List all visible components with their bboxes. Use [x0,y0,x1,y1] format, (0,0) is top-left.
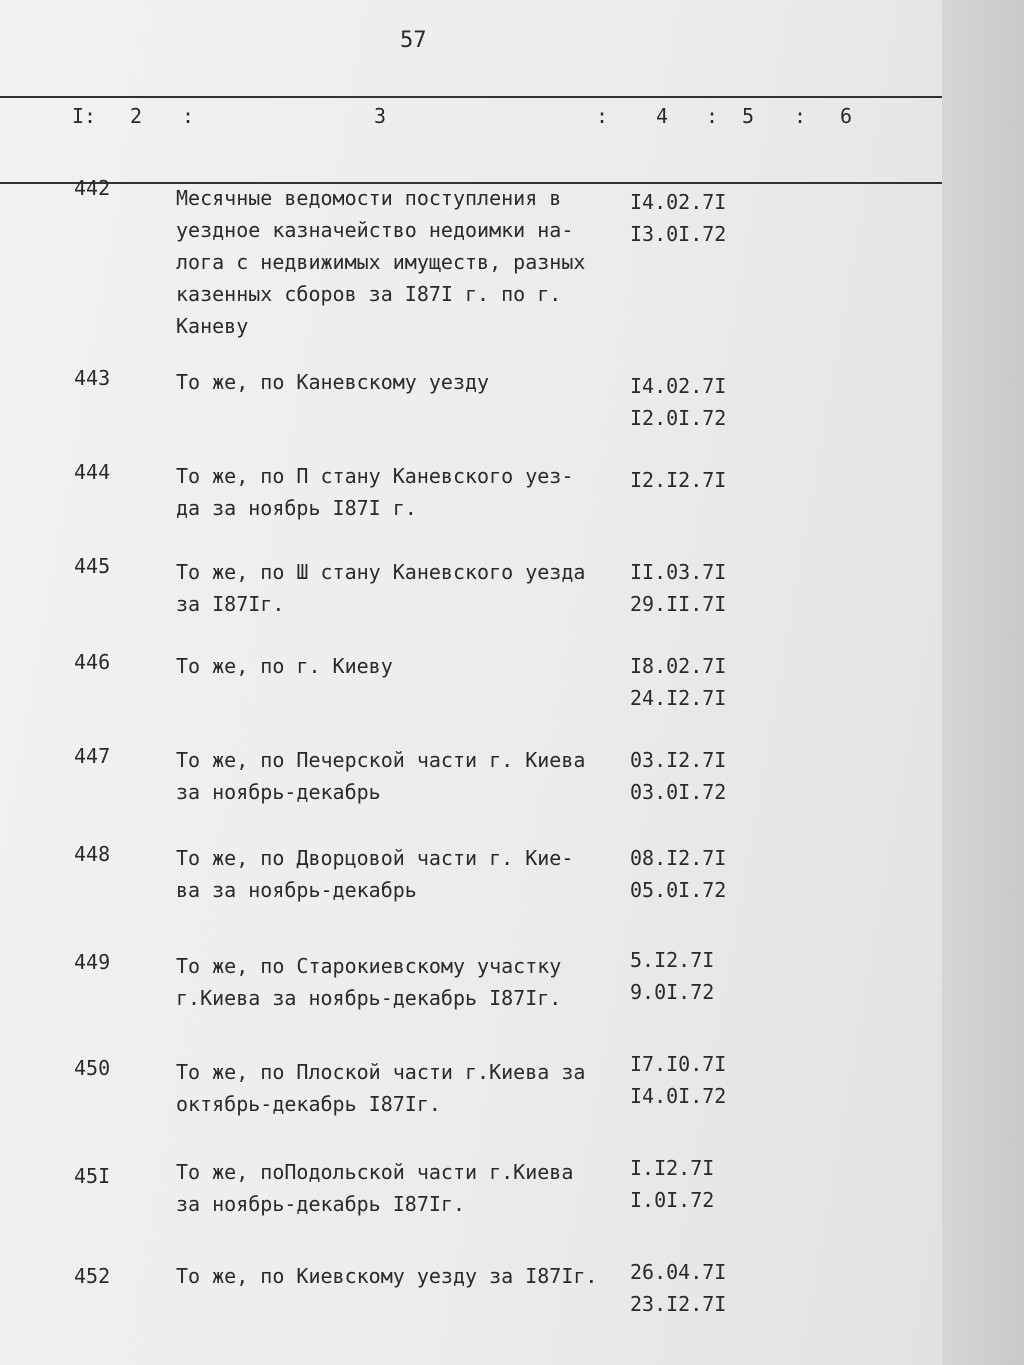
description-line: г.Киева за ноябрь-декабрь I87Iг. [176,986,562,1010]
row-number: 446 [74,650,111,674]
row-number: 447 [74,744,111,768]
description-line: за ноябрь-декабрь I87Iг. [176,1192,465,1216]
row-number: 442 [74,176,111,200]
row-description [176,650,626,682]
header-top-rule [0,96,942,98]
description-line: То же, по Печерской части г. Киева [176,748,586,772]
header-separator: : [182,104,195,128]
description-line: То же, по Старокиевскому участку [176,954,562,978]
description-line: за ноябрь-декабрь [176,780,381,804]
header-col-1: I: [72,104,97,128]
row-description [176,460,626,524]
row-description [176,366,626,398]
row-description [176,182,626,342]
row-description [176,950,626,1014]
row-description [176,842,626,906]
start-date: I4.02.7I [630,374,727,398]
row-dates [630,650,726,714]
description-line: То же, по г. Киеву [176,654,393,678]
start-date: II.03.7I [630,560,727,584]
row-dates [630,944,714,1008]
start-date: 03.I2.7I [630,748,727,772]
row-number: 450 [74,1056,111,1080]
start-date: I8.02.7I [630,654,727,678]
start-date: 26.04.7I [630,1260,727,1284]
start-date: I7.I0.7I [630,1052,727,1076]
description-line: То же, по Плоской части г.Киева за [176,1060,586,1084]
end-date: I4.0I.72 [630,1084,727,1108]
header-col-2: 2 [130,104,143,128]
description-line: То же, по Киевскому уезду за I87Iг. [176,1264,598,1288]
header-separator: : [794,104,807,128]
description-line: То же, по П стану Каневского уез- [176,464,574,488]
description-line: Месячные ведомости поступления в [176,186,562,210]
end-date: 29.II.7I [630,592,727,616]
description-line: за I87Iг. [176,592,285,616]
row-description [176,1056,626,1120]
start-date: I2.I2.7I [630,468,727,492]
row-number: 45I [74,1164,111,1188]
row-dates [630,186,726,250]
row-description [176,556,626,620]
end-date: I.0I.72 [630,1188,715,1212]
page-number: 57 [400,28,427,53]
description-line: лога с недвижимых имуществ, разных [176,250,586,274]
description-line: То же, по Дворцовой части г. Кие- [176,846,574,870]
row-dates [630,370,726,434]
end-date: 9.0I.72 [630,980,715,1004]
description-line: То же, по Ш стану Каневского уезда [176,560,586,584]
row-dates [630,464,726,496]
header-col-4: 4 [656,104,669,128]
header-separator: : [706,104,719,128]
row-description [176,1156,626,1220]
row-dates [630,842,726,906]
row-dates [630,556,726,620]
description-line: да за ноябрь I87I г. [176,496,417,520]
start-date: 08.I2.7I [630,846,727,870]
start-date: I.I2.7I [630,1156,715,1180]
row-dates [630,1256,726,1320]
row-number: 452 [74,1264,111,1288]
end-date: 03.0I.72 [630,780,727,804]
row-dates [630,1048,726,1112]
description-line: То же, поПодольской части г.Киева [176,1160,574,1184]
row-number: 444 [74,460,111,484]
end-date: I2.0I.72 [630,406,727,430]
row-number: 448 [74,842,111,866]
end-date: 23.I2.7I [630,1292,727,1316]
end-date: 24.I2.7I [630,686,727,710]
header-col-6: 6 [840,104,853,128]
description-line: уездное казначейство недоимки на- [176,218,574,242]
row-number: 445 [74,554,111,578]
description-line: казенных сборов за I87I г. по г. [176,282,562,306]
header-col-5: 5 [742,104,755,128]
start-date: I4.02.7I [630,190,727,214]
end-date: I3.0I.72 [630,222,727,246]
row-dates [630,744,726,808]
end-date: 05.0I.72 [630,878,727,902]
description-line: Каневу [176,314,249,338]
start-date: 5.I2.7I [630,948,715,972]
description-line: То же, по Каневскому уезду [176,370,490,394]
underlying-page-edge [942,0,1024,1365]
header-col-3: 3 [374,104,387,128]
header-separator: : [596,104,609,128]
row-number: 449 [74,950,111,974]
description-line: ва за ноябрь-декабрь [176,878,417,902]
description-line: октябрь-декабрь I87Iг. [176,1092,441,1116]
row-dates [630,1152,714,1216]
row-description [176,1260,626,1292]
row-description [176,744,626,808]
row-number: 443 [74,366,111,390]
